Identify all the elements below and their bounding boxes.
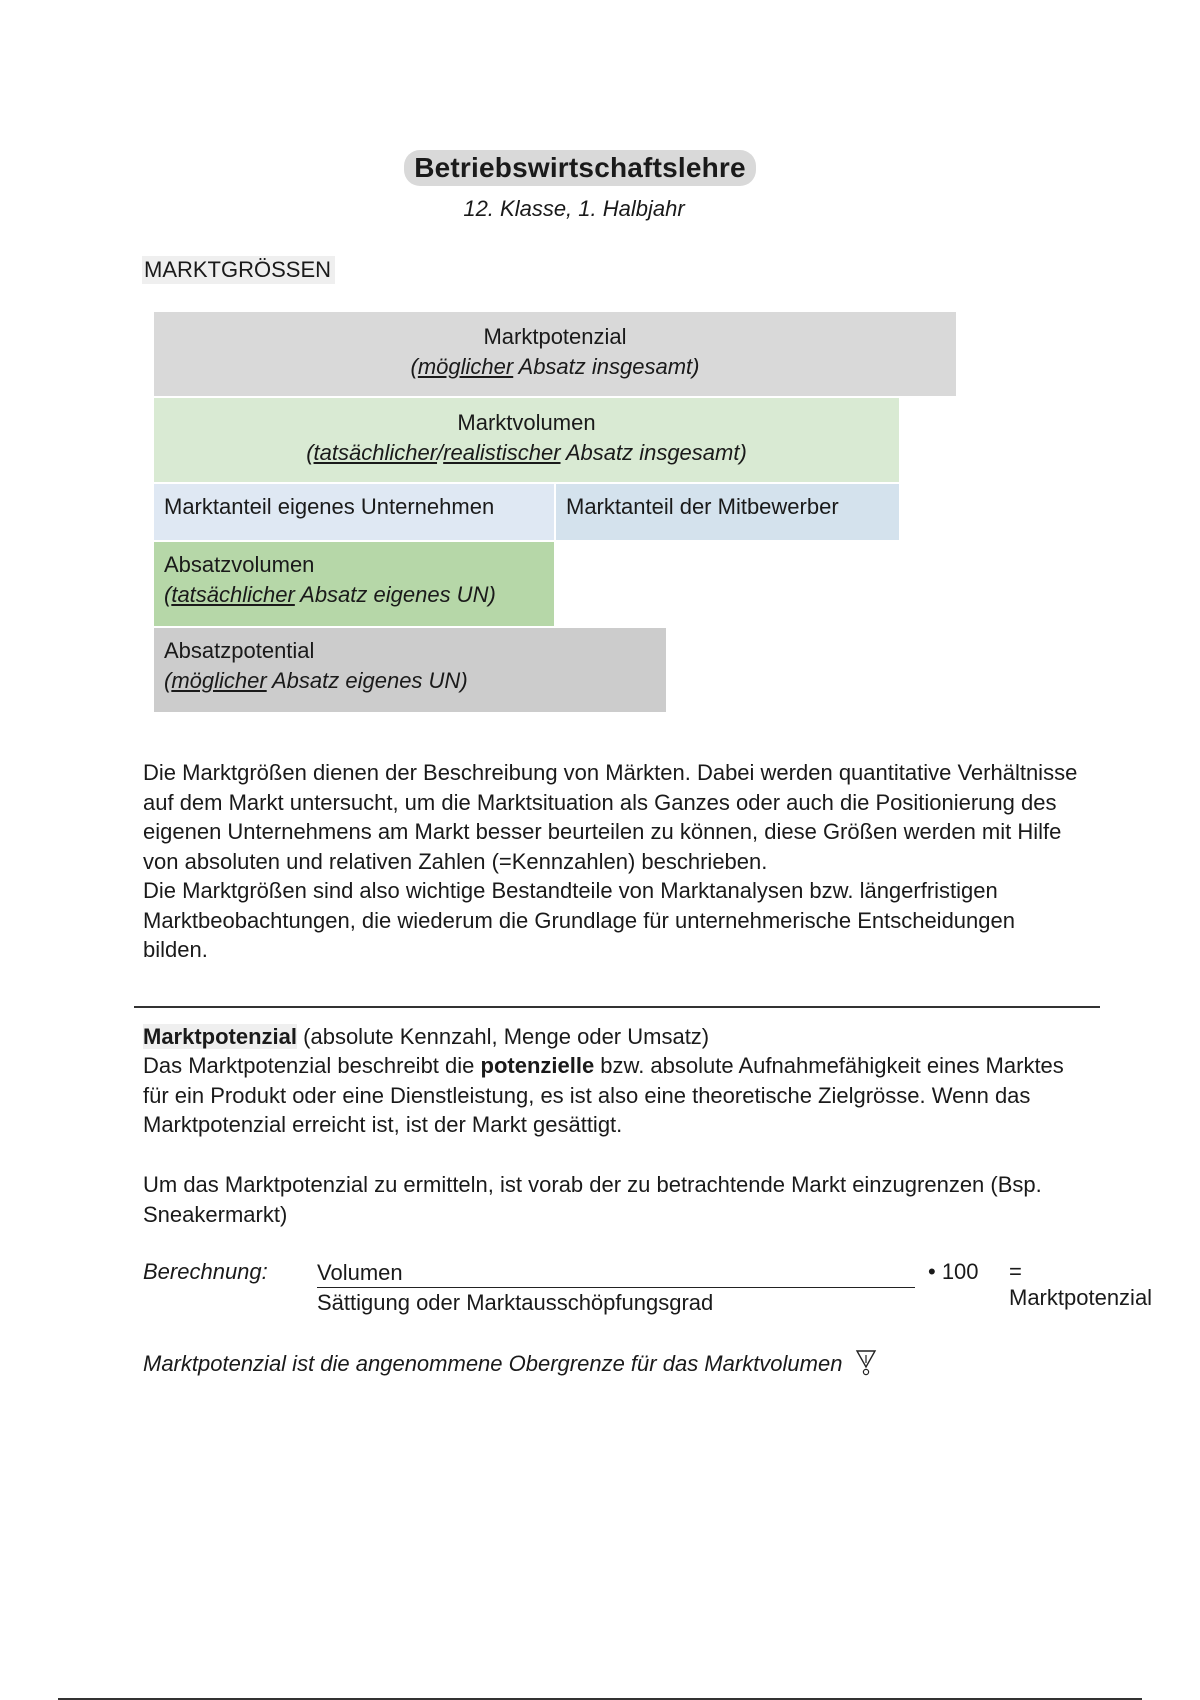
desc-rest: Absatz insgesamt) — [513, 354, 700, 379]
box-absatzpotential-title: Absatzpotential — [164, 638, 315, 663]
desc-rest: Absatz insgesamt) — [560, 440, 747, 465]
intro-paragraph-2: Die Marktgrößen sind also wichtige Bestandteile von Marktanalysen bzw. längerfristigen Marktbeobachtungen, die wiederum die Grundlage für unternehmerische Entscheidungen bilden. — [143, 878, 1015, 962]
box-marktvolumen-title: Marktvolumen — [457, 410, 596, 435]
box-marktpotenzial-title: Marktpotenzial — [483, 324, 627, 349]
paren-open: ( — [410, 354, 418, 379]
fraction-denominator: Sättigung oder Marktausschöpfungsgrad — [317, 1290, 714, 1315]
underlined-term: möglicher — [417, 354, 514, 379]
box-absatzvolumen-desc — [164, 580, 554, 610]
fraction-numerator: Volumen — [317, 1259, 915, 1288]
paren-open: ( — [164, 668, 172, 693]
desc-rest: Absatz eigenes UN) — [294, 582, 496, 607]
box-marktvolumen — [154, 398, 899, 482]
underlined-term: tatsächlicher — [171, 582, 295, 607]
section-label: MARKTGRÖSSEN — [142, 256, 335, 284]
funnel-icon — [855, 1347, 877, 1383]
marktpotenzial-scope: Um das Marktpotenzial zu ermitteln, ist vorab der zu betrachtende Markt einzugrenzen (Bsp. Sneakermarkt) — [143, 1172, 1042, 1227]
section-divider — [134, 1006, 1100, 1008]
paren-open: ( — [164, 582, 172, 607]
box-absatzvolumen-title: Absatzvolumen — [164, 552, 315, 577]
box-marktanteil-eigen-label: Marktanteil eigenes Unternehmen — [164, 494, 495, 519]
calculation-label: Berechnung: — [143, 1259, 268, 1284]
box-marktanteil-mitbewerber-label: Marktanteil der Mitbewerber — [566, 494, 839, 519]
marktpotenzial-heading: Marktpotenzial — [143, 1024, 298, 1049]
marktpotenzial-body — [143, 1051, 1083, 1140]
calculation-formula — [143, 1259, 1153, 1321]
underlined-term: möglicher — [171, 668, 267, 693]
page-subtitle: 12. Klasse, 1. Halbjahr — [463, 196, 685, 221]
page-title-wrap — [0, 150, 1160, 186]
definition-part-b: bzw. absolute Aufnahmefähigkeit eines Marktes für ein Produkt oder eine Dienstleistung, es ist also eine theoretische Zielgrösse. Wenn das Marktpotenzial erreicht ist, ist der Markt gesättigt. — [143, 1053, 1064, 1137]
upper-limit-note — [143, 1347, 877, 1383]
note-text: Marktpotenzial ist die angenommene Obergrenze für das Marktvolumen — [143, 1350, 843, 1376]
box-absatzpotential-desc — [164, 666, 666, 696]
definition-part-a: Das Marktpotenzial beschreibt die — [143, 1053, 481, 1078]
marktpotenzial-heading-line — [143, 1022, 1083, 1052]
box-marktvolumen-desc — [154, 438, 899, 468]
box-absatzvolumen — [154, 542, 554, 626]
underlined-term: realistischer — [443, 440, 561, 465]
multiplier: • 100 — [928, 1259, 979, 1284]
box-marktanteil-eigen — [154, 484, 554, 540]
box-marktanteil-mitbewerber — [556, 484, 899, 540]
box-absatzpotential — [154, 628, 666, 712]
marktpotenzial-definition — [143, 1051, 1083, 1140]
marktpotenzial-body-2 — [143, 1170, 1083, 1229]
box-marktpotenzial-desc — [154, 352, 956, 382]
formula-result: = Marktpotenzial — [1009, 1259, 1153, 1310]
page-title: Betriebswirtschaftslehre — [404, 150, 756, 186]
slash: / — [437, 440, 444, 465]
intro-text — [143, 758, 1083, 965]
intro-paragraph-1: Die Marktgrößen dienen der Beschreibung von Märkten. Dabei werden quantitative Verhältnisse auf dem Markt untersucht, um die Marktsituation als Ganzes oder auch die Positionierung des eigenen Unternehmens am Markt besser beurteilen zu können, diese Größen werden mit Hilfe von absoluten und relativen Zahlen (=Kennzahlen) beschrieben. — [143, 760, 1078, 874]
box-marktpotenzial — [154, 312, 956, 396]
marktpotenzial-heading-note: (absolute Kennzahl, Menge oder Umsatz) — [297, 1024, 710, 1049]
desc-rest: Absatz eigenes UN) — [266, 668, 468, 693]
underlined-term: tatsächlicher — [313, 440, 438, 465]
paren-open: ( — [306, 440, 314, 465]
definition-bold-term: potenzielle — [480, 1053, 595, 1078]
